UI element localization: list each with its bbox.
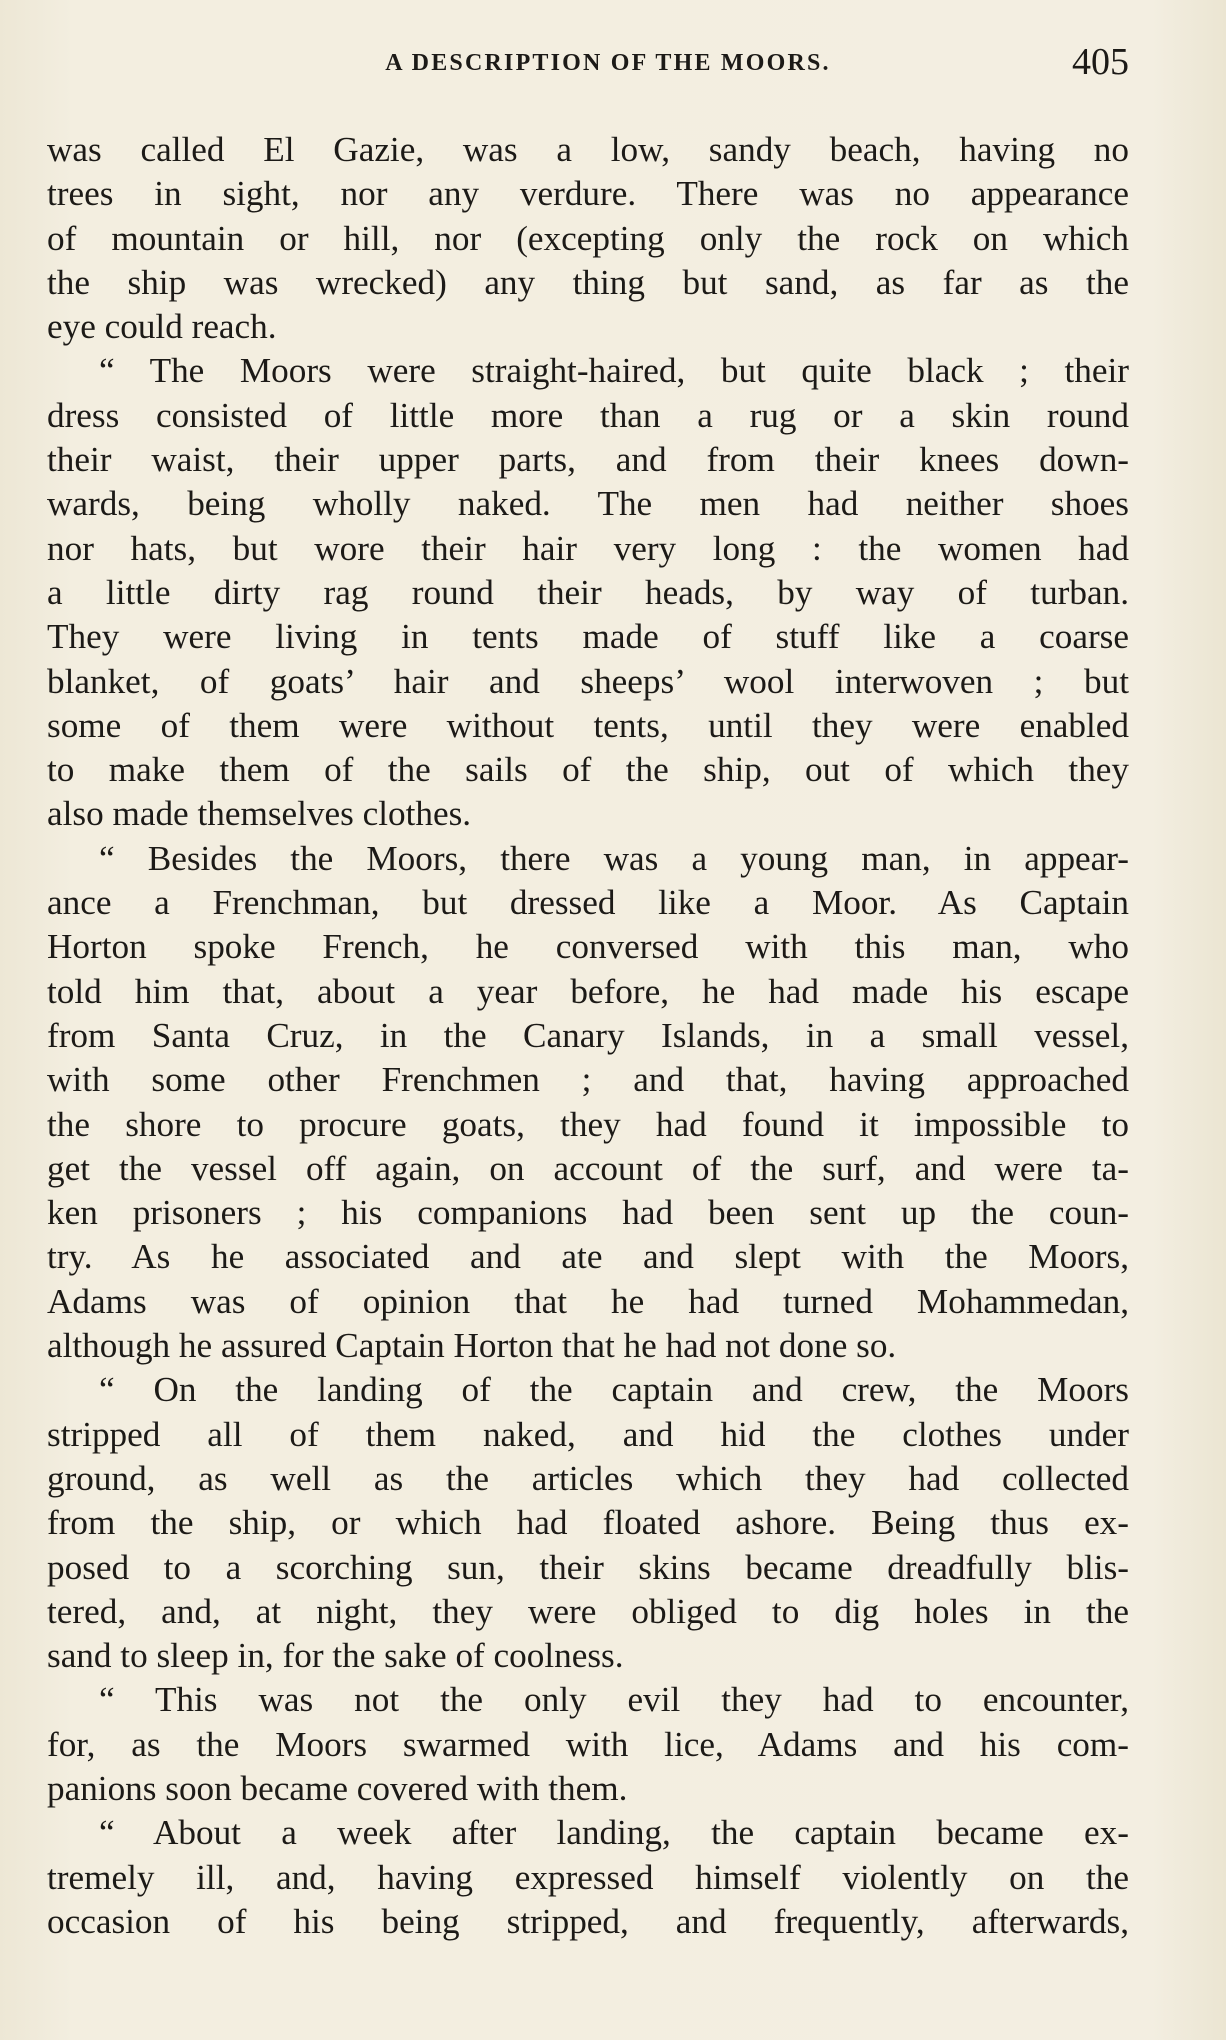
paragraph-start-line: “ Besides the Moors, there was a young man, in appear- (99, 838, 1129, 878)
text-line: trees in sight, nor any verdure. There was no appearance (47, 174, 1129, 214)
text-line: ance a Frenchman, but dressed like a Moor. As Captain (47, 883, 1129, 923)
text-line: get the vessel off again, on account of the surf, and were ta- (47, 1148, 1129, 1188)
running-head: A DESCRIPTION OF THE MOORS. (385, 50, 831, 76)
text-line: was called El Gazie, was a low, sandy beach, having no (47, 130, 1129, 169)
text-line: try. As he associated and ate and slept with the Moors, (47, 1237, 1129, 1277)
text-line: stripped all of them naked, and hid the clothes under (47, 1414, 1129, 1454)
text-line: tered, and, at night, they were obliged to dig holes in the (47, 1591, 1129, 1631)
text-line: occasion of his being stripped, and frequently, afterwards, (47, 1901, 1129, 1941)
text-line: also made themselves clothes. (47, 794, 472, 834)
text-line: a little dirty rag round their heads, by way of turban. (47, 572, 1129, 612)
text-line: blanket, of goats’ hair and sheeps’ wool interwoven ; but (47, 661, 1129, 701)
text-line: dress consisted of little more than a rug or a skin round (47, 395, 1129, 435)
text-line: for, as the Moors swarmed with lice, Adams and his com- (47, 1724, 1129, 1764)
text-line: nor hats, but wore their hair very long : the women had (47, 528, 1129, 568)
text-line: ground, as well as the articles which they had collected (47, 1458, 1129, 1498)
paragraph-start-line: “ On the landing of the captain and crew, the Moors (99, 1370, 1129, 1410)
text-line: tremely ill, and, having expressed himself violently on the (47, 1857, 1129, 1897)
text-line: with some other Frenchmen ; and that, having approached (47, 1060, 1129, 1100)
text-line: from the ship, or which had floated ashore. Being thus ex- (47, 1503, 1129, 1543)
text-line: to make them of the sails of the ship, out of which they (47, 750, 1129, 790)
text-line: the shore to procure goats, they had found it impossible to (47, 1104, 1129, 1144)
text-line: although he assured Captain Horton that he had not done so. (47, 1326, 897, 1366)
paragraph-start-line: “ The Moors were straight-haired, but quite black ; their (99, 351, 1129, 391)
text-line: They were living in tents made of stuff like a coarse (47, 617, 1129, 657)
text-line: their waist, their upper parts, and from their knees down- (47, 440, 1129, 480)
text-line: the ship was wrecked) any thing but sand, as far as the (47, 262, 1129, 302)
text-line: eye could reach. (47, 307, 277, 347)
body-text (47, 128, 1129, 1944)
text-line: wards, being wholly naked. The men had neither shoes (47, 484, 1129, 524)
text-line: told him that, about a year before, he had made his escape (47, 971, 1129, 1011)
page-number: 405 (1072, 41, 1129, 83)
text-line: sand to sleep in, for the sake of coolness. (47, 1636, 624, 1676)
text-line: panions soon became covered with them. (47, 1768, 628, 1808)
text-line: posed to a scorching sun, their skins became dreadfully blis- (47, 1547, 1129, 1587)
text-line: of mountain or hill, nor (excepting only the rock on which (47, 218, 1129, 258)
paragraph-start-line: “ This was not the only evil they had to encounter, (99, 1680, 1129, 1720)
text-line: ken prisoners ; his companions had been sent up the coun- (47, 1193, 1129, 1233)
text-line: some of them were without tents, until they were enabled (47, 705, 1129, 745)
page-header (47, 40, 1129, 90)
paragraph-start-line: “ About a week after landing, the captain became ex- (99, 1813, 1129, 1853)
text-line: Adams was of opinion that he had turned Mohammedan, (47, 1281, 1129, 1321)
text-line: from Santa Cruz, in the Canary Islands, in a small vessel, (47, 1015, 1129, 1055)
text-line: Horton spoke French, he conversed with this man, who (47, 927, 1129, 967)
